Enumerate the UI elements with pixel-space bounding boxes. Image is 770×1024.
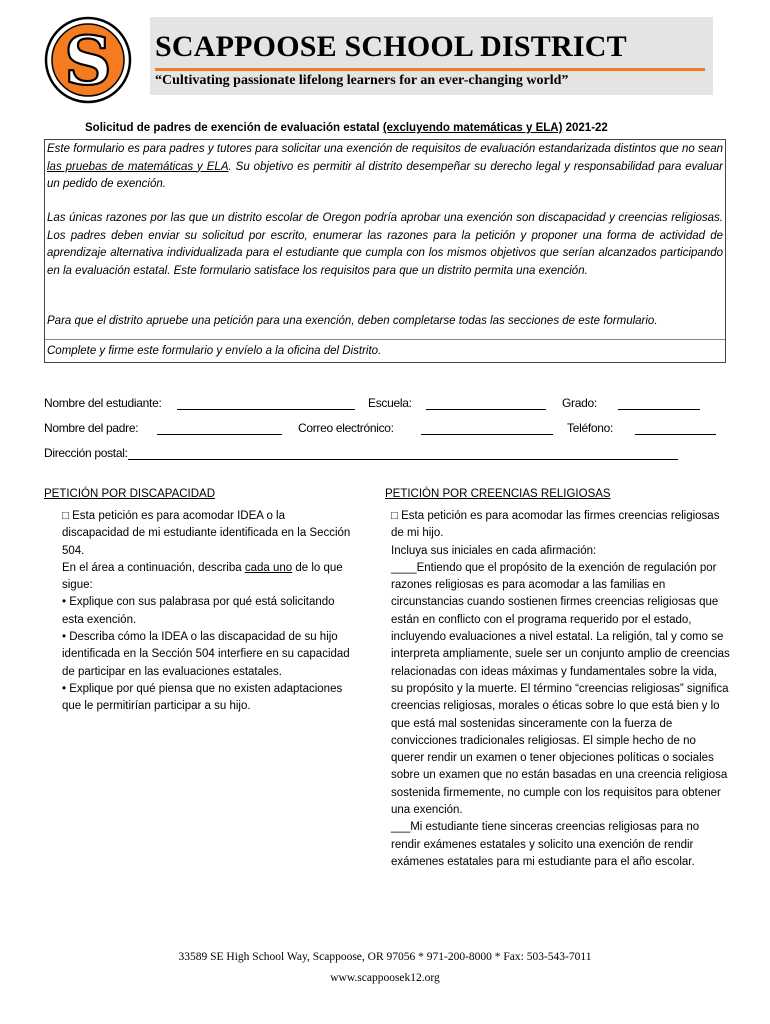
address-label: Dirección postal: xyxy=(44,446,128,460)
district-name: SCAPPOOSE SCHOOL DISTRICT xyxy=(155,30,627,63)
district-motto: “Cultivating passionate lifelong learners for an ever-changing world” xyxy=(155,73,569,88)
intro-box xyxy=(44,139,726,363)
disability-checkbox[interactable]: □ Esta petición es para acomodar IDEA o la discapacidad de mi estudiante identificada en la Sección 504. xyxy=(62,510,351,557)
religious-initials-instructions: Incluya sus iniciales en cada afirmación: xyxy=(391,544,597,557)
email-label: Correo electrónico: xyxy=(298,421,394,435)
school-label: Escuela: xyxy=(368,396,412,410)
phone-field[interactable] xyxy=(635,434,716,435)
footer-website[interactable]: www.scappoosek12.org xyxy=(330,972,440,984)
intro-paragraph-1: Este formulario es para padres y tutores para solicitar una exención de requisitos de evaluación estandarizada distintos que no sean las pruebas de matemáticas y ELA. Su objetivo es permitir al distrito desempeñar su derecho legal y responsabilidad para evaluar un pedido de exención. xyxy=(47,143,724,190)
school-field[interactable] xyxy=(426,409,546,410)
email-field[interactable] xyxy=(421,434,553,435)
religious-statement-2: ___Mi estudiante tiene sinceras creencias religiosas para no rendir exámenes estatales y solicito una exención de rendir exámenes estatales para mi estudiante para el año escolar. xyxy=(391,821,700,868)
intro-paragraph-3: Para que el distrito apruebe una petición para una exención, deben completarse todas las secciones de este formulario. xyxy=(47,315,658,327)
student-name-field[interactable] xyxy=(177,409,355,410)
form-title: Solicitud de padres de exención de evaluación estatal (excluyendo matemáticas y ELA) 2021-22 xyxy=(85,122,608,134)
parent-name-field[interactable] xyxy=(157,434,282,435)
student-name-label: Nombre del estudiante: xyxy=(44,396,162,410)
footer-address: 33589 SE High School Way, Scappoose, OR 97056 * 971-200-8000 * Fax: 503-543-7011 xyxy=(178,951,592,963)
district-logo xyxy=(44,16,132,104)
parent-name-label: Nombre del padre: xyxy=(44,421,139,435)
intro-paragraph-4: Complete y firme este formulario y envíelo a la oficina del Distrito. xyxy=(47,345,382,357)
disability-instructions: En el área a continuación, describa cada uno de lo que sigue: xyxy=(62,561,343,592)
phone-label: Teléfono: xyxy=(567,421,614,435)
grade-label: Grado: xyxy=(562,396,597,410)
intro-separator xyxy=(45,339,725,340)
grade-field[interactable] xyxy=(618,409,700,410)
religious-heading: PETICIÓN POR CREENCIAS RELIGIOSAS xyxy=(385,488,611,500)
header-divider xyxy=(155,68,705,71)
initials-blank-1[interactable]: ____ xyxy=(391,561,417,574)
disability-heading: PETICIÓN POR DISCAPACIDAD xyxy=(44,488,216,500)
initials-blank-2[interactable]: ___ xyxy=(391,821,411,834)
svg-text:S: S xyxy=(64,22,112,100)
disability-section xyxy=(62,508,354,716)
religious-statement-1: ____Entiendo que el propósito de la exención de regulación por razones religiosas es para acomodar a las familias en circunstancias cuando sostienen firmes creencias religiosas que están en conflicto con el programa requerido por el estado, incluyendo evaluaciones a nivel estatal. La religión, tal y como se interpreta ampliamente, suele ser un conjunto amplio de creencias relacionadas con ideas máximas y fundamentales sobre la vida, su propósito y la muerte. El término “creencias religiosas” significa creencias religiosas, morales o éticas sobre lo que está bien y lo que está mal sostenidas sinceramente con la fuerza de convicciones tradicionales religiosas. El simple hecho de no querer rendir un examen o tener objeciones políticas o sociales sobre un examen que no están basadas en una creencia religiosa sostenida firmemente, no cumple con los requisitos para obtener una exención. xyxy=(391,561,730,817)
religious-section xyxy=(391,508,731,871)
religious-checkbox[interactable]: □ Esta petición es para acomodar las firmes creencias religiosas de mi hijo. xyxy=(391,510,720,540)
disability-bullet-1: • Explique con sus palabrasa por qué está solicitando esta exención. xyxy=(62,596,335,626)
disability-bullet-3: • Explique por qué piensa que no existen adaptaciones que le permitirían participar a su hijo. xyxy=(62,682,343,713)
disability-bullet-2: • Describa cómo la IDEA o las discapacidad de su hijo identificada en la Sección 504 interfiere en su capacidad de participar en las evaluaciones estatales. xyxy=(62,631,350,678)
intro-paragraph-2: Las únicas razones por las que un distrito escolar de Oregon podría aprobar una exención son discapacidad y creencias religiosas. Los padres deben enviar su solicitud por escrito, enumerar las razones para la petición y proponer una forma de actividad de aprendizaje alternativa individualizada para el estudiante que cumpla con los mismos objetivos que serían alcanzados participando en la evaluación estatal. Este formulario satisface los requisitos para que un distrito permita una exención. xyxy=(47,212,723,277)
address-field[interactable] xyxy=(128,459,678,460)
